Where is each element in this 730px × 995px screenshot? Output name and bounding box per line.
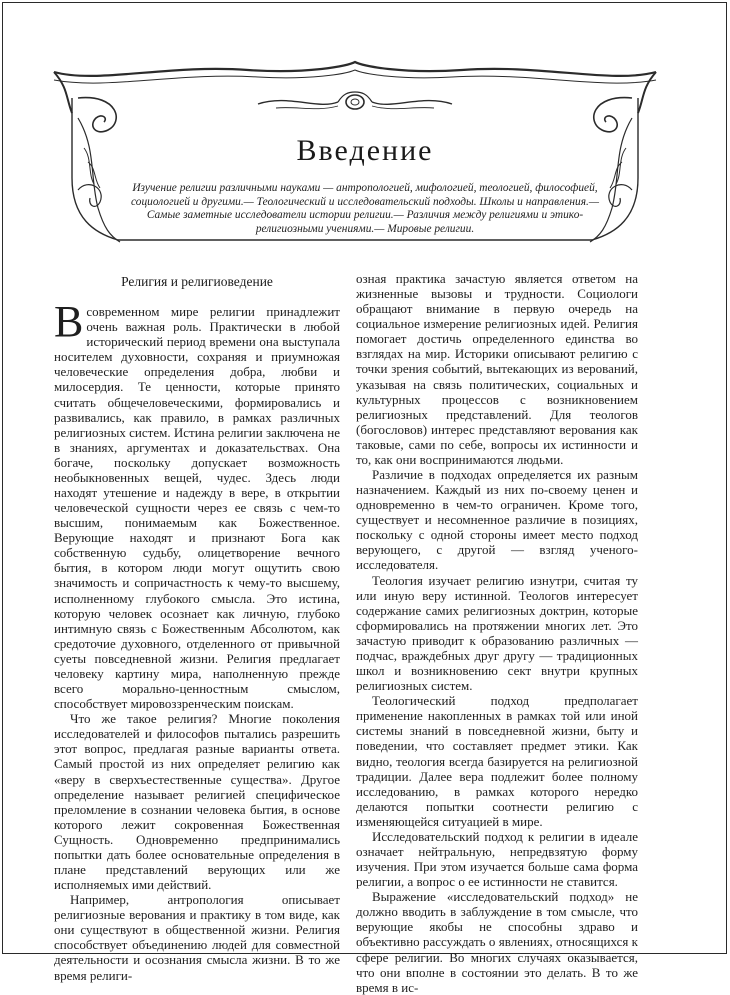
- paragraph: Что же такое религия? Многие поколения исследователей и философов пытались разрешить этот вопрос, предлагая разные варианты ответа. Самый простой из них определяет религию как «веру в сверхъестественные существа». Другое определение называет религией специфическое преломление в сознании человека бытия, в основе которого лежит сокровенная Божественная Сущность. Одновременно предпринимались попытки дать более основательные определения в плане представлений верующих или же исполняемых ими действий.: [54, 711, 340, 893]
- drop-cap: В: [54, 297, 84, 347]
- paragraph: Исследовательский подход к религии в идеале означает нейтральную, непредвзятую форму изучения. При этом изучается больше сама форма религии, а вопрос о ее истинности не ставится.: [356, 828, 638, 890]
- paragraph: Различие в подходах определяется их разным назначением. Каждый из них по-своему ценен и одновременно в чем-то ограничен. Кроме того, существует и несомненное различие в позициях, поскольку с одной стороны имеет место подход верующего, с другой — взгляд ученого-исследователя.: [356, 467, 638, 573]
- paragraph: Всовременном мире религии принадлежит очень важная роль. Практически в любой исторический период времени она выступала носителем духовности, сохраняя и приумножая человеческие определения добра, любви и милосердия. Те ценности, которые принято считать общечеловеческими, формировались и развивались, как правило, в рамках различных религиозных систем. Истина религии заключена не в знаниях, аргументах и доказательствах. Она богаче, поскольку допускает возможность необыкновенных вещей, чудес. Здесь люди находят утешение и надежду в вере, в открытии человеческой сущности через ее связь с чем-то высшим, понимаемым как Божественное. Верующие находят и признают Бога как собственную судьбу, олицетворение вечного бытия, в котором люди могут ощутить свою значимость и сопричастность к чему-то высшему, исполненному глубокого смысла. Это истина, которую человек осознает как личную, глубоко интимную связь с Божественным Абсолютом, как средоточие духовного, отделенного от привычной суеты повседневной жизни. Религия предлагает человеку картину мира, наполненную прежде всего морально-ценностным смыслом, способствует мировоззренческим поискам.: [54, 297, 340, 712]
- section-heading: Религия и религиоведение: [121, 274, 273, 289]
- paragraph: озная практика зачастую является ответом на жизненные вызовы и трудности. Социологи обращают внимание в первую очередь на социальное измерение религиозных идей. Религия помогает достичь определенного единства во взглядах на мир. Историки описывают религию с точки зрения событий, вытекающих из верований, указывая на связь политических, социальных и культурных процессов с возникновением религиозных представлений. Для теологов (богословов) интерес представляют верования как таковые, сами по себе, вопросы их истинности и то, как они воспринимаются людьми.: [356, 271, 638, 467]
- left-column: [54, 270, 340, 983]
- right-column: [356, 271, 638, 995]
- paragraph: Теологический подход предполагает применение накопленных в рамках той или иной системы знаний в повседневной жизни, быту и поведении, что составляет предмет этики. Как видно, теология всегда базируется на религиозной традиции. Далее вера подлежит более полному исследованию, в рамках которого нередко делаются попытки соотнести религию с изменяющейся ситуацией в мире.: [356, 693, 638, 829]
- chapter-title: Введение: [296, 134, 434, 167]
- paragraph: Теология изучает религию изнутри, считая ту или иную веру истинной. Теологов интересует содержание самих религиозных доктрин, которые сформировались на протяжении многих лет. Это зачастую приводит к образованию различных — подчас, враждебных друг другу — традиционных школ и возникновению сект внутри крупных религиозных систем.: [356, 572, 638, 694]
- chapter-summary: Изучение религии различными науками — антропологией, мифологией, теологией, философией, социологией и другими.— Теологический и исследовательский подходы. Школы и направления.— Самые заметные исследователи истории религии.— Различия между религиями и этико-религиозными учениями.— Мировые религии.: [131, 182, 599, 235]
- paragraph: Например, антропология описывает религиозные верования и практику в том виде, как они существуют в общественной жизни. Религия способствует объединению людей для совместной деятельности и осознания смысла жизни. В то же время религи-: [54, 892, 340, 983]
- paragraph: Выражение «исследовательский подход» не должно вводить в заблуждение в том смысле, что верующие якобы не способны здраво и объективно рассуждать о явлениях, относящихся к сфере религии. Во многих случаях оказывается, что они вполне в состоянии это делать. В то же время в ис-: [356, 889, 638, 995]
